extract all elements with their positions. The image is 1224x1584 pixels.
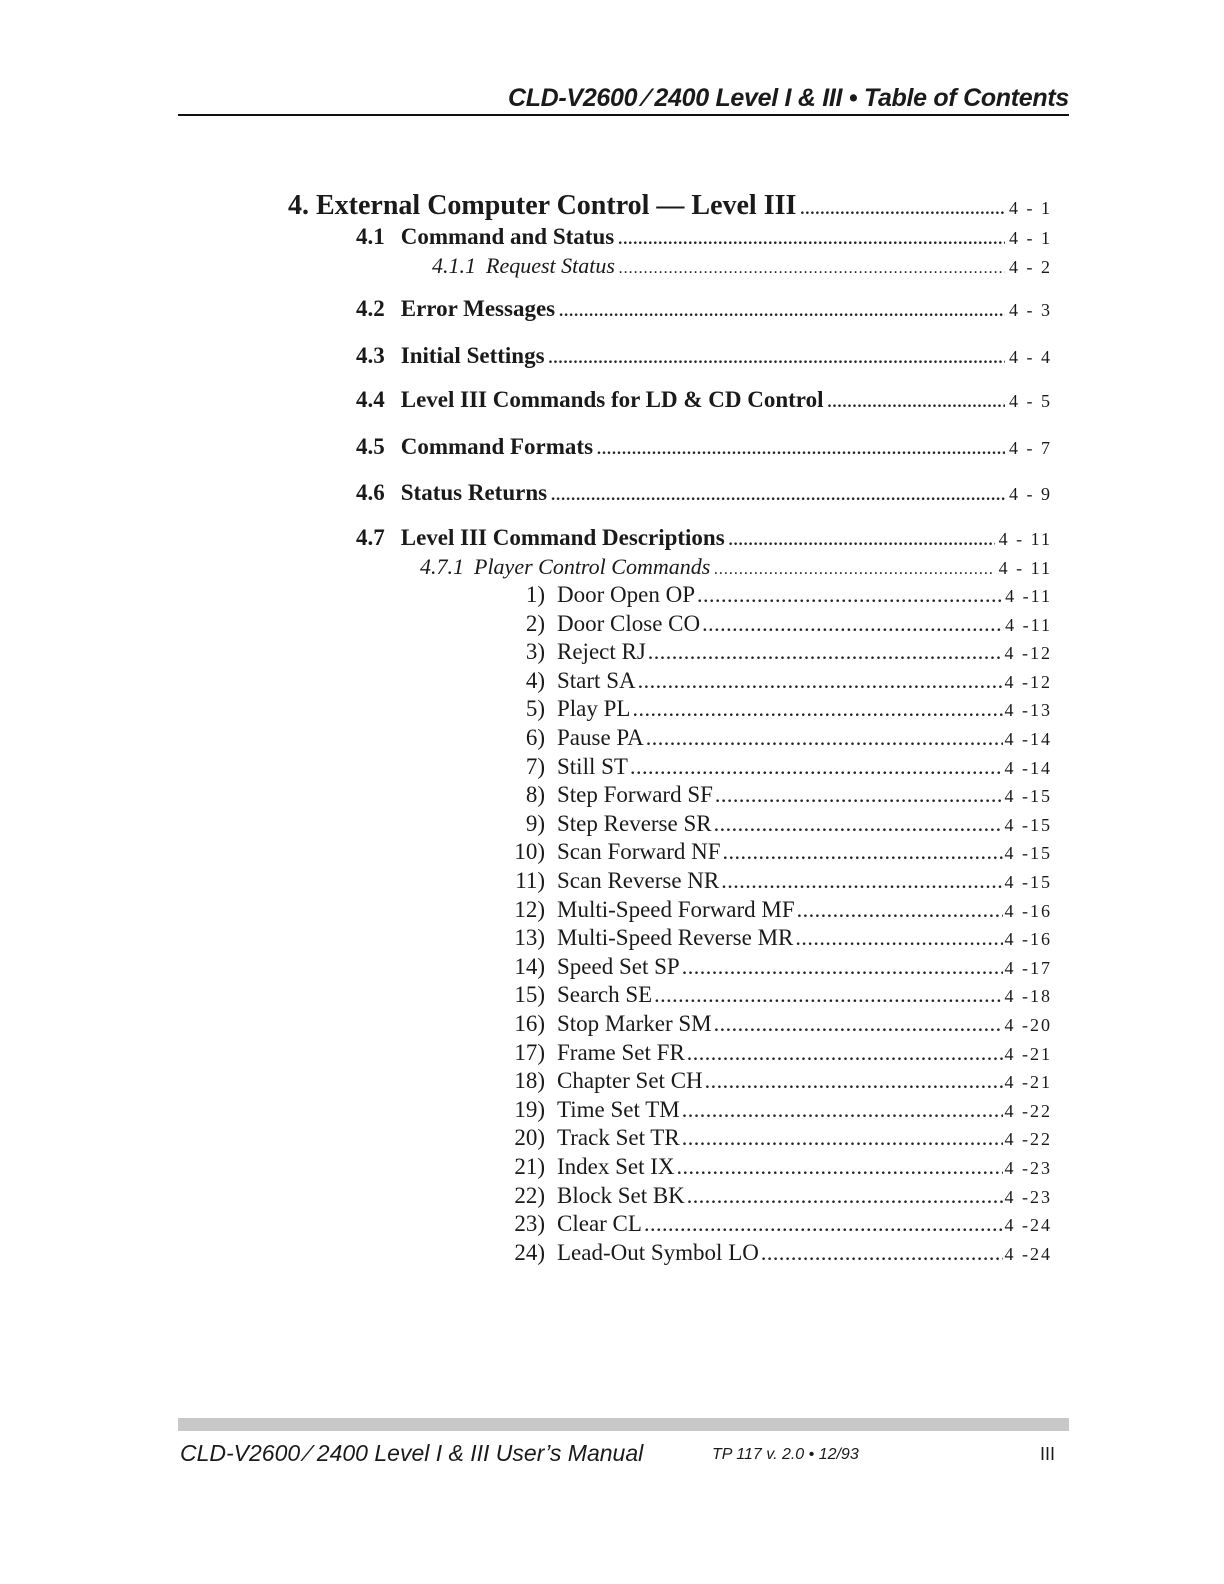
page-number: 4 -16: [1004, 929, 1052, 949]
command-title: Lead-Out Symbol LO: [557, 1240, 759, 1265]
command-title: Reject RJ: [557, 639, 646, 664]
page-number: 4 -23: [1004, 1158, 1052, 1178]
leader-dots: [697, 582, 1003, 608]
page-number: 4 -15: [1004, 843, 1052, 863]
page-number: 4 - 2: [1009, 257, 1052, 277]
section-number: 4.5: [356, 434, 385, 459]
toc-subsection-entry[interactable]: [432, 253, 1052, 279]
footer-rule: [178, 1418, 1069, 1431]
command-title: Door Close CO: [557, 611, 701, 636]
section-number: 4.1: [356, 224, 385, 249]
leader-dots: [644, 1211, 1003, 1237]
command-title: Scan Forward NF: [557, 839, 721, 864]
toc-command-entry[interactable]: [497, 982, 1052, 1008]
command-title: Block Set BK: [557, 1183, 685, 1208]
leader-dots: [630, 754, 1003, 780]
command-index: 21): [514, 1154, 545, 1179]
command-title: Speed Set SP: [557, 954, 680, 979]
leader-dots: [648, 639, 1003, 665]
leader-dots: [646, 725, 1003, 751]
page-number: 4 -21: [1004, 1044, 1052, 1064]
section-title: Request Status: [486, 253, 615, 278]
command-title: Index Set IX: [557, 1154, 675, 1179]
page-number: 4 -15: [1004, 815, 1052, 835]
command-title: Time Set TM: [557, 1097, 680, 1122]
page-number: 4 - 5: [1009, 391, 1052, 411]
page-number: 4 -17: [1004, 958, 1052, 978]
toc-command-entry[interactable]: [497, 839, 1052, 865]
chapter-title: 4. External Computer Control — Level III: [288, 190, 797, 221]
command-index: 14): [514, 954, 545, 979]
page-number: 4 -12: [1004, 672, 1052, 692]
page-number: 4 -13: [1004, 700, 1052, 720]
page-number: 4 - 9: [1009, 484, 1052, 504]
command-title: Track Set TR: [557, 1125, 680, 1150]
leader-dots: [705, 1068, 1003, 1094]
command-index: 7): [525, 754, 545, 779]
toc-command-entry[interactable]: [497, 1125, 1052, 1151]
section-title: Command and Status: [400, 224, 615, 249]
command-title: Stop Marker SM: [557, 1011, 712, 1036]
page-number: 4 -20: [1004, 1015, 1052, 1035]
command-index: 24): [514, 1240, 545, 1265]
page-number: 4 -15: [1004, 786, 1052, 806]
toc-command-entry[interactable]: [497, 668, 1052, 694]
section-number: 4.6: [356, 480, 385, 505]
command-title: Clear CL: [557, 1211, 642, 1236]
toc-command-entry[interactable]: [497, 582, 1052, 608]
command-title: Pause PA: [557, 725, 644, 750]
page-number: 4 -15: [1004, 872, 1052, 892]
leader-dots: [687, 1183, 1003, 1209]
command-title: Frame Set FR: [557, 1040, 685, 1065]
section-title: Status Returns: [400, 480, 548, 505]
toc-command-entry[interactable]: [497, 925, 1052, 951]
leader-dots: [687, 1040, 1003, 1066]
toc-section-entry[interactable]: [356, 296, 1052, 322]
leader-dots: [715, 782, 1003, 808]
page-number: 4 -24: [1004, 1244, 1052, 1264]
footer-version: TP 117 v. 2.0 • 12/93: [712, 1446, 859, 1463]
command-title: Step Forward SF: [557, 782, 713, 807]
command-title: Still ST: [557, 754, 628, 779]
page-number: 4 - 4: [1009, 347, 1052, 367]
section-number: 4.1.1: [432, 253, 476, 278]
page-number: 4 -12: [1004, 643, 1052, 663]
leader-dots: [702, 611, 1003, 637]
toc-section-entry[interactable]: [356, 480, 1052, 506]
toc-section-entry[interactable]: [356, 387, 1052, 413]
section-number: 4.2: [356, 296, 385, 321]
section-title: Command Formats: [400, 434, 594, 459]
leader-dots: [682, 954, 1003, 980]
toc-command-entry[interactable]: [497, 1154, 1052, 1180]
command-index: 2): [525, 611, 545, 636]
command-title: Play PL: [557, 696, 631, 721]
toc-command-entry[interactable]: [497, 725, 1052, 751]
command-index: 17): [514, 1040, 545, 1065]
command-index: 20): [514, 1125, 545, 1150]
toc-section-entry[interactable]: [356, 434, 1052, 460]
command-index: 3): [525, 639, 545, 664]
command-index: 22): [514, 1183, 545, 1208]
command-index: 16): [514, 1011, 545, 1036]
page-number: 4 -16: [1004, 901, 1052, 921]
leader-dots: [638, 668, 1003, 694]
command-index: 5): [525, 696, 545, 721]
toc-command-entry[interactable]: [497, 1068, 1052, 1094]
leader-dots: [677, 1154, 1003, 1180]
command-index: 13): [514, 925, 545, 950]
command-title: Multi-Speed Forward MF: [557, 897, 795, 922]
command-index: 11): [515, 868, 545, 893]
page-number: 4 - 3: [1009, 300, 1052, 320]
command-index: 23): [514, 1211, 545, 1236]
toc-command-entry[interactable]: [497, 1097, 1052, 1123]
section-number: 4.7: [356, 525, 385, 550]
command-index: 12): [514, 897, 545, 922]
leader-dots: [800, 201, 1005, 219]
leader-dots: [682, 1097, 1003, 1123]
toc-command-entry[interactable]: [497, 1011, 1052, 1037]
page-number: 4 - 1: [1009, 228, 1052, 248]
leader-dots: [654, 982, 1002, 1008]
toc-command-entry[interactable]: [497, 696, 1052, 722]
section-title: Initial Settings: [400, 343, 545, 368]
toc-command-entry[interactable]: [497, 868, 1052, 894]
leader-dots: [729, 532, 995, 550]
command-title: Chapter Set CH: [557, 1068, 703, 1093]
section-title: Error Messages: [400, 296, 556, 321]
leader-dots: [714, 1011, 1003, 1037]
command-index: 1): [525, 582, 545, 607]
section-number: 4.7.1: [420, 554, 464, 579]
toc-command-entry[interactable]: [497, 1211, 1052, 1237]
page-number: 4 -22: [1004, 1129, 1052, 1149]
command-title: Step Reverse SR: [557, 811, 712, 836]
toc-section-entry[interactable]: [356, 224, 1052, 250]
leader-dots: [797, 897, 1003, 923]
command-title: Scan Reverse NR: [557, 868, 720, 893]
toc-command-entry[interactable]: [497, 639, 1052, 665]
toc-command-entry[interactable]: [497, 754, 1052, 780]
leader-dots: [761, 1240, 1003, 1266]
section-number: 4.3: [356, 343, 385, 368]
command-index: 10): [514, 839, 545, 864]
page-number: 4 -23: [1004, 1187, 1052, 1207]
page-number: 4 -24: [1004, 1215, 1052, 1235]
command-index: 19): [514, 1097, 545, 1122]
page-number: 4 -11: [1005, 615, 1052, 635]
toc-command-entry[interactable]: [497, 782, 1052, 808]
header-title: CLD-V2600 ⁄ 2400 Level I & III • Table of Contents: [507, 84, 1069, 112]
command-index: 8): [525, 782, 545, 807]
toc-subsection-entry[interactable]: [420, 554, 1052, 580]
leader-dots: [559, 303, 1005, 321]
toc-chapter-entry[interactable]: [288, 190, 1052, 222]
page-number: 4 - 11: [998, 529, 1052, 549]
leader-dots: [721, 868, 1002, 894]
leader-dots: [619, 260, 1005, 278]
leader-dots: [723, 839, 1003, 865]
command-index: 4): [525, 668, 545, 693]
command-title: Start SA: [557, 668, 636, 693]
footer-page-number: III: [1040, 1444, 1056, 1464]
command-index: 6): [525, 725, 545, 750]
toc-command-entry[interactable]: [497, 1040, 1052, 1066]
leader-dots: [551, 487, 1005, 505]
command-index: 15): [514, 982, 545, 1007]
command-title: Multi-Speed Reverse MR: [557, 925, 794, 950]
leader-dots: [632, 696, 1002, 722]
toc-command-entry[interactable]: [497, 954, 1052, 980]
leader-dots: [714, 561, 994, 579]
page-number: 4 -14: [1004, 729, 1052, 749]
page-number: 4 - 1: [1009, 198, 1052, 218]
page-number: 4 - 11: [998, 558, 1052, 578]
toc-section-entry[interactable]: [356, 525, 1052, 551]
footer-title: CLD-V2600 ⁄ 2400 Level I & III User’s Manual: [180, 1440, 644, 1466]
toc-command-entry[interactable]: [497, 811, 1052, 837]
leader-dots: [714, 811, 1003, 837]
page-number: 4 -22: [1004, 1101, 1052, 1121]
leader-dots: [597, 441, 1005, 459]
command-title: Door Open OP: [557, 582, 695, 607]
toc-section-entry[interactable]: [356, 343, 1052, 369]
toc-command-entry[interactable]: [497, 611, 1052, 637]
page-number: 4 -18: [1004, 986, 1052, 1006]
command-index: 18): [514, 1068, 545, 1093]
command-title: Search SE: [557, 982, 653, 1007]
toc-command-entry[interactable]: [497, 1183, 1052, 1209]
section-number: 4.4: [356, 387, 385, 412]
command-index: 9): [525, 811, 545, 836]
section-title: Player Control Commands: [474, 554, 711, 579]
leader-dots: [549, 350, 1005, 368]
page-number: 4 - 7: [1009, 438, 1052, 458]
toc-command-entry[interactable]: [497, 1240, 1052, 1266]
leader-dots: [618, 231, 1005, 249]
leader-dots: [795, 925, 1002, 951]
leader-dots: [828, 394, 1006, 412]
page-number: 4 -14: [1004, 758, 1052, 778]
leader-dots: [682, 1125, 1003, 1151]
section-title: Level III Command Descriptions: [400, 525, 725, 550]
toc-command-entry[interactable]: [497, 897, 1052, 923]
section-title: Level III Commands for LD & CD Control: [400, 387, 824, 412]
page-number: 4 -11: [1005, 586, 1052, 606]
page-number: 4 -21: [1004, 1072, 1052, 1092]
